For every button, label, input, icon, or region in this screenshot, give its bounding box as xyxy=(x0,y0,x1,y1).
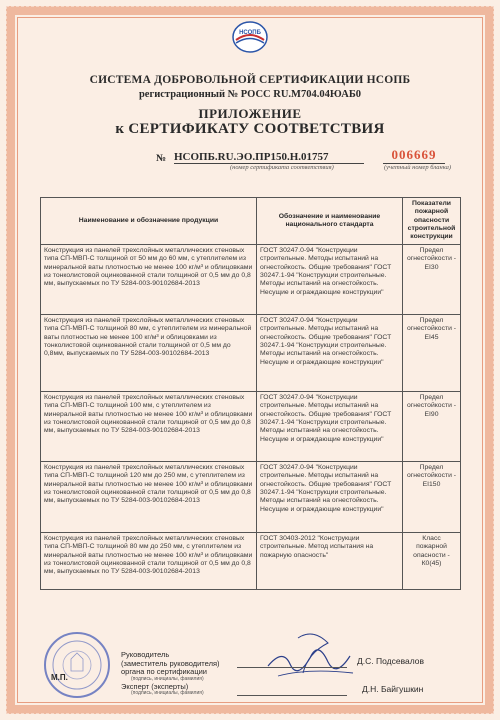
products-table xyxy=(40,197,461,590)
rating-cell: Предел огнестойкости - EI90 xyxy=(403,391,461,461)
blank-number: 006669 xyxy=(383,147,445,164)
standard-cell: ГОСТ 30247.0-94 "Конструкции строительные. Методы испытаний на огнестойкость. Общие требования" ГОСТ 30247.1-94 "Конструкции строительные. Методы испытаний на огнестойкость. Несущие и ограждающие конструкции" xyxy=(257,244,403,314)
certificate-number: НСОПБ.RU.ЭО.ПР150.Н.01757 xyxy=(174,151,364,164)
nsopb-logo-icon xyxy=(231,20,269,54)
rating-cell: Предел огнестойкости - EI45 xyxy=(403,314,461,391)
standard-cell: ГОСТ 30247.0-94 "Конструкции строительные. Методы испытаний на огнестойкость. Общие требования" ГОСТ 30247.1-94 "Конструкции строительные. Методы испытаний на огнестойкость. Несущие и ограждающие конструкции" xyxy=(257,391,403,461)
head-sub-label: (заместитель руководителя) xyxy=(121,658,220,668)
product-cell: Конструкция из панелей трехслойных металлических стеновых типа СП-МВП-С толщиной от 50 мм до 60 мм, с утеплителем из минеральной ваты плотностью не менее 100 кг/м³ и облицовками из тонколистовой оцинкованной стали толщиной от 0,5 мм до 0,8 мм, выпускаемых по ТУ 5284-003-90102684-2013 xyxy=(41,244,257,314)
table-row xyxy=(41,391,461,461)
certificate-number-caption: (номер сертификата соответствия) xyxy=(230,164,334,171)
standard-cell: ГОСТ 30247.0-94 "Конструкции строительные. Методы испытаний на огнестойкость. Общие требования" ГОСТ 30247.1-94 "Конструкции строительные. Методы испытаний на огнестойкость. Несущие и ограждающие конструкции" xyxy=(257,314,403,391)
appendix-heading: ПРИЛОЖЕНИЕ xyxy=(198,106,302,121)
signature-block xyxy=(51,650,220,697)
table-row xyxy=(41,244,461,314)
header-standard: Обозначение и наименование национального стандарта xyxy=(257,198,403,245)
head-label: Руководитель xyxy=(121,650,170,659)
registration-number: регистрационный № РОСС RU.М704.04ЮАБ0 xyxy=(138,89,362,100)
seal-place-label: М.П. xyxy=(51,673,68,682)
product-cell: Конструкция из панелей трехслойных металлических стеновых типа СП-МВП-С толщиной 100 мм, с утеплителем из минеральной ваты плотностью не менее 100 кг/м³ и облицовками из тонколистовой оцинкованной стали толщиной от 0,5 мм до 0,8 мм, выпускаемых по ТУ 5284-003-90102684-2013 xyxy=(41,391,257,461)
standard-cell: ГОСТ 30403-2012 "Конструкции строительные. Метод испытания на пожарную опасность" xyxy=(257,532,403,589)
table-header-row xyxy=(41,198,461,245)
number-label: № xyxy=(156,153,167,164)
product-cell: Конструкция из панелей трехслойных металлических стеновых типа СП-МВП-С толщиной 80 мм, с утеплителем из минеральной ваты плотностью не менее 100 кг/м³ и облицовками из тонколистовой оцинкованной стали толщиной от 0,5 мм до 0,8мм, выпускаемых по ТУ 5284-003-90102684-2013 xyxy=(41,314,257,391)
product-cell: Конструкция из панелей трехслойных металлических стеновых типа СП-МВП-С толщиной 120 мм до 250 мм, с утеплителем из минеральной ваты плотностью не менее 100 кг/м³ и облицовками из тонколистовой оцинкованной стали толщиной от 0,5 мм до 0,8 мм, выпускаемых по ТУ 5284-003-90102684-2013 xyxy=(41,461,257,532)
expert-label: Эксперт (эксперты) xyxy=(121,681,189,691)
signature-caption: (подпись, инициалы, фамилия) xyxy=(131,675,204,682)
rating-cell: Предел огнестойкости - EI30 xyxy=(403,244,461,314)
rating-cell: Класс пожарной опасности - К0(45) xyxy=(403,532,461,589)
signature-caption: (подпись, инициалы, фамилия) xyxy=(131,690,204,697)
signature-line xyxy=(237,695,347,696)
expert-name: Д.Н. Байгушкин xyxy=(362,684,424,694)
rating-cell: Предел огнестойкости - EI150 xyxy=(403,461,461,532)
table-row xyxy=(41,314,461,391)
handwritten-signature-icon xyxy=(258,618,368,688)
round-stamp-icon xyxy=(42,630,112,700)
blank-number-caption: (учетный номер бланка) xyxy=(384,164,452,171)
header-rating: Показатели пожарной опасности строительной конструкции xyxy=(403,198,461,245)
header-product: Наименование и обозначение продукции xyxy=(41,198,257,245)
standard-cell: ГОСТ 30247.0-94 "Конструкции строительные. Методы испытаний на огнестойкость. Общие требования" ГОСТ 30247.1-94 "Конструкции строительные. Методы испытаний на огнестойкость. Несущие и ограждающие конструкции" xyxy=(257,461,403,532)
head-name: Д.С. Подсевалов xyxy=(357,656,425,666)
signature-line xyxy=(237,667,347,668)
certification-system-title: СИСТЕМА ДОБРОВОЛЬНОЙ СЕРТИФИКАЦИИ НСОПБ xyxy=(89,74,411,86)
table-row xyxy=(41,532,461,589)
product-cell: Конструкция из панелей трехслойных металлических стеновых типа СП-МВП-С толщиной 80 мм до 250 мм, с утеплителем из минеральной ваты плотностью не менее 100 кг/м³ и облицовками из тонколистовой оцинкованной стали толщиной от 0,5 мм до 0,8 мм, выпускаемых по ТУ 5284-003-90102684-2013 xyxy=(41,532,257,589)
logo-text: НСОПБ xyxy=(239,30,261,36)
body-label: органа по сертификации xyxy=(121,667,208,677)
document-title: к СЕРТИФИКАТУ СООТВЕТСТВИЯ xyxy=(115,121,385,137)
table-row xyxy=(41,461,461,532)
